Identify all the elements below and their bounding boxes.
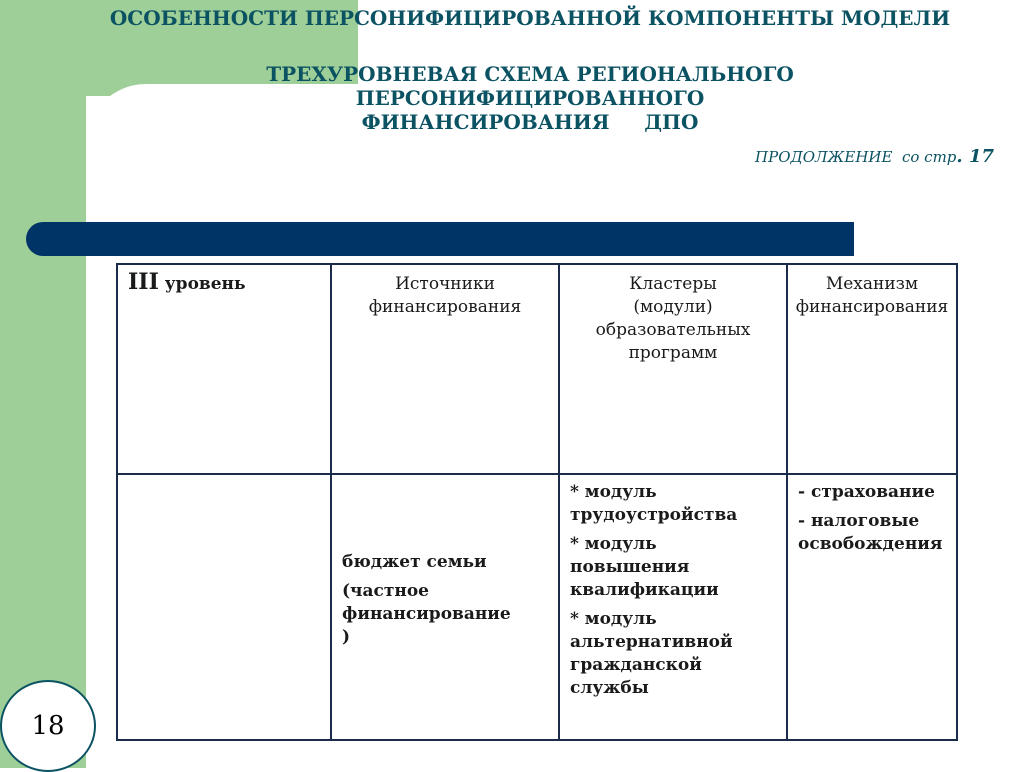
cluster-item: * модуль альтернативной гражданской службы xyxy=(570,609,733,698)
continuation-text: ПРОДОЛЖЕНИЕ со стр xyxy=(755,148,957,166)
cluster-item: * модуль повышения квалификации xyxy=(570,534,719,600)
level-roman: III xyxy=(128,269,159,295)
sources-cell xyxy=(331,474,559,740)
decorative-bar xyxy=(26,222,854,256)
header-mechanism: Механизм финансирования xyxy=(787,264,957,474)
continuation-note xyxy=(755,146,994,167)
slide-title: ОСОБЕННОСТИ ПЕРСОНИФИЦИРОВАННОЙ КОМПОНЕНТЫ МОДЕЛИ xyxy=(109,6,951,30)
background-green-left xyxy=(0,0,86,768)
header-clusters: Кластеры (модули) образовательных программ xyxy=(559,264,787,474)
mechanism-cell xyxy=(787,474,957,740)
subtitle-line-2: ФИНАНСИРОВАНИЯ ДПО xyxy=(361,110,699,134)
level-word: уровень xyxy=(158,274,246,294)
subtitle-line-1: ТРЕХУРОВНЕВАЯ СХЕМА РЕГИОНАЛЬНОГО ПЕРСОНИФИЦИРОВАННОГО xyxy=(266,62,794,110)
continuation-page: . 17 xyxy=(956,146,994,167)
source-item: бюджет семьи xyxy=(342,552,487,572)
slide-subtitle xyxy=(90,62,970,134)
sources-list xyxy=(342,481,548,649)
source-item: (частное финансирование ) xyxy=(342,581,511,647)
header-sources: Источники финансирования xyxy=(331,264,559,474)
levels-table xyxy=(116,263,958,741)
mechanism-item: - страхование xyxy=(798,482,935,502)
empty-cell xyxy=(117,474,331,740)
table-header-row xyxy=(117,264,957,474)
clusters-cell xyxy=(559,474,787,740)
cluster-item: * модуль трудоустройства xyxy=(570,482,738,525)
slide-number: 18 xyxy=(0,680,96,772)
table-body-row xyxy=(117,474,957,740)
mechanism-item: - налоговые освобождения xyxy=(798,511,943,554)
level-label-cell xyxy=(117,264,331,474)
